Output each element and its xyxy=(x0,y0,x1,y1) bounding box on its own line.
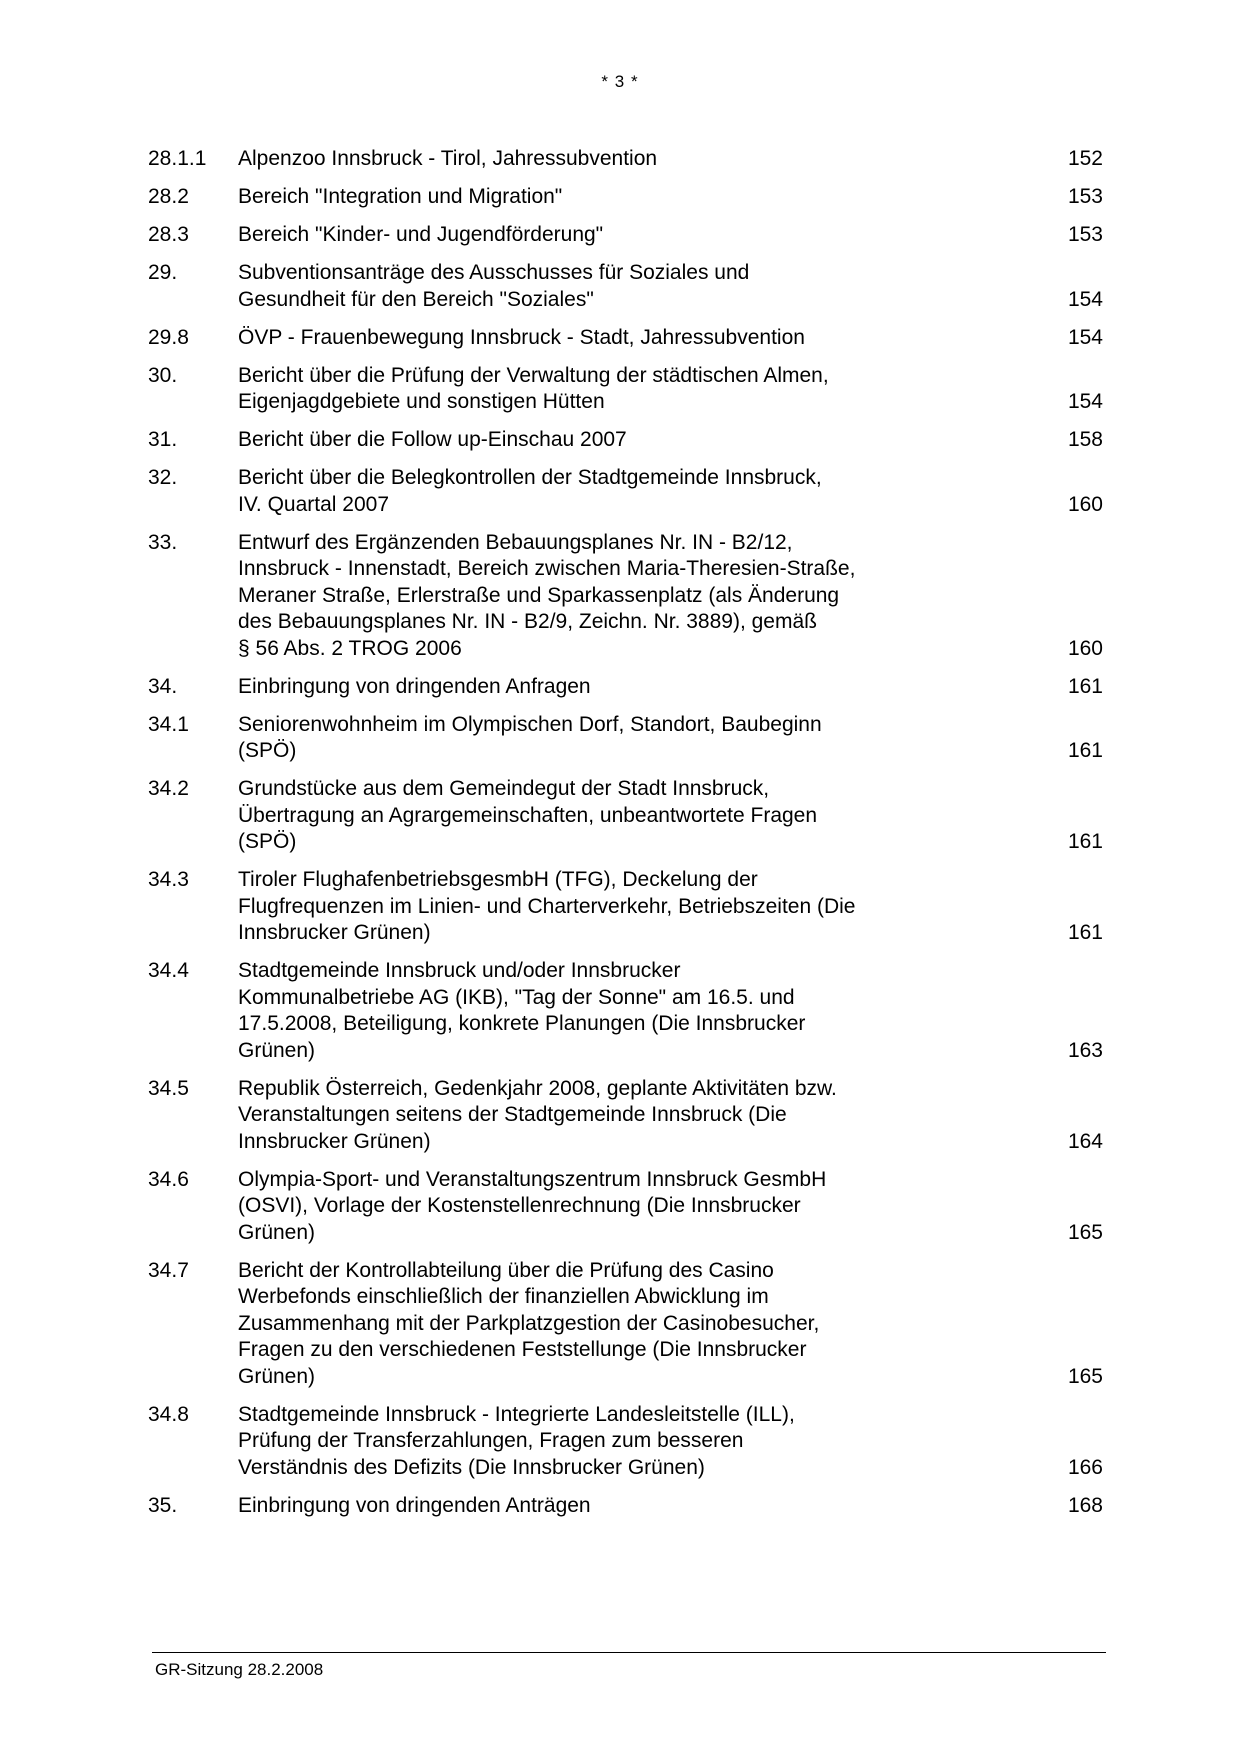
toc-entry-number: 33. xyxy=(148,530,178,554)
toc-entry-number: 34.4 xyxy=(148,959,189,982)
toc-entry-title-line: Grundstücke aus dem Gemeindegut der Stadt Innsbruck, xyxy=(238,777,770,800)
toc-entry-title xyxy=(238,1076,938,1156)
toc-entry xyxy=(148,465,1103,518)
toc-entry-page: 161 xyxy=(1067,921,1103,944)
toc-entry xyxy=(148,530,1103,663)
toc-entry-title xyxy=(238,325,938,352)
toc-entry-title xyxy=(238,1493,938,1520)
toc-entry xyxy=(148,674,1103,701)
toc-entry-title-line: Grünen) xyxy=(238,1220,316,1244)
toc-entry-title-line: Grünen) xyxy=(238,1364,316,1388)
toc-entry-page: 152 xyxy=(1067,147,1103,170)
toc-entry xyxy=(148,184,1103,211)
toc-entry-title-line: Bericht über die Follow up-Einschau 2007 xyxy=(238,428,627,451)
toc-entry-title xyxy=(238,958,938,1064)
toc-entry-page: 163 xyxy=(1067,1038,1103,1062)
toc-entry-number: 35. xyxy=(148,1493,178,1517)
toc-entry-title-line: Seniorenwohnheim im Olympischen Dorf, Standort, Baubeginn xyxy=(238,712,822,736)
toc-entry-title-line: Bericht der Kontrollabteilung über die Prüfung des Casino xyxy=(238,1258,774,1282)
toc-entry-title-line: (OSVI), Vorlage der Kostenstellenrechnung (Die Innsbrucker xyxy=(238,1194,801,1217)
toc-entry xyxy=(148,222,1103,249)
toc-entry-title-line: Alpenzoo Innsbruck - Tirol, Jahressubvention xyxy=(238,147,658,170)
toc-entry xyxy=(148,1493,1103,1520)
toc-entry-title-line: Meraner Straße, Erlerstraße und Sparkassenplatz (als Änderung xyxy=(238,583,840,607)
toc-entry-page: 164 xyxy=(1067,1129,1103,1153)
toc-entry-number: 34.6 xyxy=(148,1167,189,1191)
toc-entry-number: 34. xyxy=(148,674,178,698)
toc-entry-number: 28.2 xyxy=(148,185,189,208)
toc-entry-page: 154 xyxy=(1067,325,1103,349)
toc-entry-title-line: ÖVP - Frauenbewegung Innsbruck - Stadt, Jahressubvention xyxy=(238,325,805,349)
toc-entry-title-line: Bereich "Integration und Migration" xyxy=(238,185,563,208)
toc-entry-title-line: Bereich "Kinder- und Jugendförderung" xyxy=(238,223,604,246)
toc-entry xyxy=(148,260,1103,313)
toc-entry-page: 154 xyxy=(1067,390,1103,413)
toc-entry-number: 30. xyxy=(148,363,178,387)
toc-entry xyxy=(148,867,1103,947)
toc-entry-title-line: Innsbruck - Innenstadt, Bereich zwischen Maria-Theresien-Straße, xyxy=(238,557,856,580)
toc-entry-title-line: Eigenjagdgebiete und sonstigen Hütten xyxy=(238,390,605,413)
toc-entry-title-line: Verständnis des Defizits (Die Innsbrucker Grünen) xyxy=(238,1455,705,1479)
toc-entry xyxy=(148,958,1103,1064)
toc-entry-number: 34.5 xyxy=(148,1076,189,1100)
page-number: * 3 * xyxy=(601,72,639,91)
toc-entry-page: 153 xyxy=(1067,223,1103,246)
toc-entry-title xyxy=(238,184,938,211)
toc-entry-title-line: Zusammenhang mit der Parkplatzgestion der Casinobesucher, xyxy=(238,1311,820,1335)
toc-entry-number: 29.8 xyxy=(148,325,189,349)
toc-entry-title-line: IV. Quartal 2007 xyxy=(238,492,389,516)
toc-entry-page: 153 xyxy=(1067,185,1103,208)
toc-entry-title-line: Republik Österreich, Gedenkjahr 2008, geplante Aktivitäten bzw. xyxy=(238,1076,837,1100)
toc-entry-page: 165 xyxy=(1067,1220,1103,1244)
footer-divider xyxy=(152,1652,1106,1653)
toc-entry-title-line: Flugfrequenzen im Linien- und Charterverkehr, Betriebszeiten (Die xyxy=(238,894,856,918)
toc-entry-title-line: (SPÖ) xyxy=(238,739,297,762)
footer-text: GR-Sitzung 28.2.2008 xyxy=(155,1660,324,1679)
toc-entry-number: 29. xyxy=(148,261,178,284)
toc-entry-title xyxy=(238,712,938,765)
toc-entry-page: 166 xyxy=(1067,1455,1103,1479)
toc-entry-title-line: Innsbrucker Grünen) xyxy=(238,921,431,944)
toc-entry-title xyxy=(238,1258,938,1391)
toc-entry-page: 165 xyxy=(1067,1364,1103,1388)
toc-entry-title-line: Tiroler FlughafenbetriebsgesmbH (TFG), Deckelung der xyxy=(238,868,758,891)
toc-entry-page: 161 xyxy=(1067,739,1103,762)
toc-entry xyxy=(148,1402,1103,1482)
toc-entry-title-line: Veranstaltungen seitens der Stadtgemeinde Innsbruck (Die xyxy=(238,1103,787,1126)
toc-entry-title-line: Einbringung von dringenden Anträgen xyxy=(238,1493,591,1517)
toc-entry-title-line: Olympia-Sport- und Veranstaltungszentrum Innsbruck GesmbH xyxy=(238,1167,827,1191)
toc-entry-title-line: Bericht über die Prüfung der Verwaltung der städtischen Almen, xyxy=(238,363,829,387)
toc-entry xyxy=(148,1076,1103,1156)
toc-entry-title xyxy=(238,867,938,947)
toc-entry-title xyxy=(238,776,938,856)
toc-entry-page: 154 xyxy=(1067,287,1103,311)
toc-entry xyxy=(148,776,1103,856)
toc-entry-title-line: Entwurf des Ergänzenden Bebauungsplanes Nr. IN - B2/12, xyxy=(238,530,793,554)
toc-entry-title xyxy=(238,465,938,518)
toc-entry-title xyxy=(238,363,938,416)
toc-entry-number: 32. xyxy=(148,466,178,489)
toc-entry-title-line: Innsbrucker Grünen) xyxy=(238,1129,431,1153)
toc-entry xyxy=(148,712,1103,765)
toc-entry-title xyxy=(238,222,938,249)
toc-entry-number: 31. xyxy=(148,428,178,451)
toc-entry-number: 28.1.1 xyxy=(148,147,207,170)
toc-entry-title-line: 17.5.2008, Beteiligung, konkrete Planungen (Die Innsbrucker xyxy=(238,1012,806,1035)
toc-entry-title-line: Einbringung von dringenden Anfragen xyxy=(238,674,591,698)
toc-entry-title-line: Übertragung an Agrargemeinschaften, unbeantwortete Fragen xyxy=(238,803,818,827)
toc-entry-page: 160 xyxy=(1067,636,1103,660)
toc-entry-page: 161 xyxy=(1067,830,1103,853)
toc-entry xyxy=(148,325,1103,352)
toc-entry-title xyxy=(238,1167,938,1247)
toc-entry-title-line: (SPÖ) xyxy=(238,830,297,853)
toc-entry xyxy=(148,146,1103,173)
toc-entry-title-line: § 56 Abs. 2 TROG 2006 xyxy=(238,636,462,660)
toc-entry-number: 34.3 xyxy=(148,868,189,891)
toc-entry-title-line: Werbefonds einschließlich der finanziellen Abwicklung im xyxy=(238,1285,769,1308)
toc-entry-page: 160 xyxy=(1067,492,1103,516)
toc-entry-title xyxy=(238,1402,938,1482)
toc-entry-title-line: des Bebauungsplanes Nr. IN - B2/9, Zeichn. Nr. 3889), gemäß xyxy=(238,610,817,633)
toc-entry-page: 168 xyxy=(1067,1493,1103,1517)
toc-entry-title-line: Prüfung der Transferzahlungen, Fragen zum besseren xyxy=(238,1429,744,1452)
toc-entry xyxy=(148,363,1103,416)
toc-entry-number: 34.1 xyxy=(148,712,189,736)
toc-entry-title-line: Bericht über die Belegkontrollen der Stadtgemeinde Innsbruck, xyxy=(238,466,822,489)
toc-entry-page: 161 xyxy=(1067,674,1103,698)
toc-entry-number: 34.2 xyxy=(148,777,189,800)
toc-entry-title-line: Kommunalbetriebe AG (IKB), "Tag der Sonne" am 16.5. und xyxy=(238,985,795,1009)
toc-entry xyxy=(148,427,1103,454)
toc-entry-title-line: Gesundheit für den Bereich "Soziales" xyxy=(238,287,594,311)
toc-entry-title-line: Stadtgemeinde Innsbruck - Integrierte Landesleitstelle (ILL), xyxy=(238,1402,795,1426)
toc-entry-page: 158 xyxy=(1067,428,1103,451)
toc-entry xyxy=(148,1258,1103,1391)
table-of-contents xyxy=(148,146,1103,1531)
toc-entry xyxy=(148,1167,1103,1247)
toc-entry-title xyxy=(238,260,938,313)
toc-entry-title-line: Grünen) xyxy=(238,1038,316,1062)
toc-entry-title xyxy=(238,146,938,173)
toc-entry-title xyxy=(238,427,938,454)
toc-entry-title-line: Stadtgemeinde Innsbruck und/oder Innsbrucker xyxy=(238,959,681,982)
toc-entry-number: 34.8 xyxy=(148,1402,189,1426)
toc-entry-title xyxy=(238,674,938,701)
toc-entry-number: 34.7 xyxy=(148,1258,189,1282)
toc-entry-number: 28.3 xyxy=(148,223,189,246)
toc-entry-title-line: Subventionsanträge des Ausschusses für Soziales und xyxy=(238,261,750,284)
toc-entry-title-line: Fragen zu den verschiedenen Feststellunge (Die Innsbrucker xyxy=(238,1338,807,1361)
toc-entry-title xyxy=(238,530,938,663)
